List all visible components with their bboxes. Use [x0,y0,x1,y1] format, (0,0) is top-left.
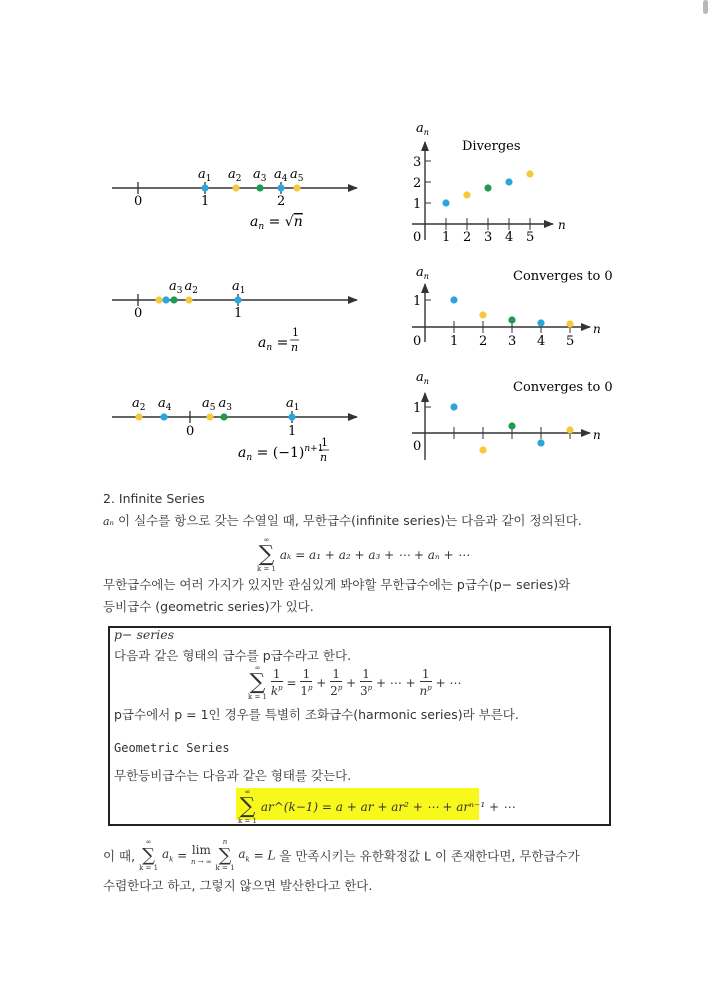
fig3-plot-xlabel: n [593,428,601,442]
fig3-point-a5 [206,413,213,420]
fig1-xtick-4: 4 [505,230,514,245]
fig1-label-a4: $a_4$ [274,167,288,184]
fig1-xtick-2: 2 [463,230,472,245]
closing-prefix: 이 때, [103,848,136,864]
fig1-xtick-1: 1 [442,230,451,245]
geometric-desc: 무한등비급수는 다음과 같은 형태를 갖는다. [114,768,352,783]
fig2-label-a3a2: $a_3$ $a_2$ [169,279,198,296]
fig2-formula: $a_n$ = [258,335,289,353]
sequence-figures [0,0,714,480]
fig3-point-a2 [135,413,142,420]
fig2-xtick-5: 5 [566,334,575,349]
svg-text:1: 1 [321,436,328,449]
fig1-plot-point-2 [463,191,470,198]
fig3-plot [412,370,613,460]
fig3-formula: $a_n = (-1)^n+1$ [238,444,324,463]
geometric-formula: ∞ ∑ k = 1 ar^(k−1) = a + ar + ar² + ⋯ + arⁿ⁻¹ + ⋯ [238,788,515,825]
fig3-point-a4 [160,413,167,420]
fig2-plot-point-4 [537,319,544,326]
fig3-plot-point-2 [479,446,486,453]
fig1-plot-point-4 [505,178,512,185]
fig1-plot-point-3 [484,184,491,191]
p-series-desc: 다음과 같은 형태의 급수를 p급수라고 한다. [114,648,352,663]
fig1-label-a3: $a_3$ [253,167,267,184]
fig2-plot-ylabel: $a_n$ [416,265,429,281]
fig2-tick-0: 0 [134,306,143,321]
fig2-point-a1 [234,296,241,303]
fig2-plot-origin: 0 [413,334,422,349]
fig1-ytick-2: 2 [413,176,422,191]
p-series-title: p− series [114,627,175,642]
fig1-xtick-3: 3 [484,230,493,245]
definition-formula: ∞ ∑ k = 1 aₖ = a₁ + a₂ + a₃ + ⋯ + aₙ + ⋯ [257,536,470,573]
fig2-xtick-4: 4 [537,334,546,349]
fig2-plot-point-3 [508,316,515,323]
fig1-plot-xlabel: n [558,218,566,232]
fig3-point-a3 [220,413,227,420]
fig1-point-a4 [277,184,284,191]
fig1-plot [412,121,566,245]
fig3-plot-point-3 [508,422,515,429]
fig2-point-a2 [185,296,192,303]
fig3-label-a2: $a_2$ [132,396,146,413]
fig1-plot-point-1 [442,199,449,206]
closing-line-1: 이 때, ∞ ∑ k = 1 $a_k$ = lim n → ∞ n ∑ k = 1 $a_k = L$ 을 만족시키는 유한확정값 L 이 존재한다면, 무한급수가 [103,838,580,872]
fig2-tick-1: 1 [234,306,243,321]
fig2-ytick-1: 1 [413,294,422,309]
fig3-point-a1 [288,413,295,420]
fig1-tick-0: 0 [134,194,143,209]
fig1-ytick-3: 3 [413,155,422,170]
intro-sub: aₙ [103,515,115,528]
fig1-label-a1: $a_1$ [198,167,212,184]
fig1-label-a5: $a_5$ [290,167,304,184]
svg-text:1: 1 [292,326,299,339]
fig2-plot [412,265,613,349]
fig3-plot-point-1 [450,403,457,410]
para-line-1: 무한급수에는 여러 가지가 있지만 관심있게 봐야할 무한급수에는 p급수(p− series)와 [103,577,571,592]
p-series-note: p급수에서 p = 1인 경우를 특별히 조화급수(harmonic series)라 부른다. [114,707,519,722]
fig1-tick-1: 1 [201,194,210,209]
closing-suffix: 을 만족시키는 유한확정값 L 이 존재한다면, 무한급수가 [279,848,580,864]
fig1-plot-point-5 [526,170,533,177]
fig3-label-a4: $a_4$ [158,396,172,413]
fig1-ytick-1: 1 [413,197,422,212]
intro-line [103,511,582,529]
fig3-label-a1: $a_1$ [286,396,300,413]
p-series-formula: ∞ ∑ k = 1 $\frac{1}{k^p}$ = $\frac{1}{1^p}$ + $\frac{1}{2^p}$ + $\frac{1}{3^p}$ + ⋯ + $\frac{1}{n^p}$ + ⋯ [248,664,462,701]
fig3-plot-ylabel: $a_n$ [416,370,429,386]
geometric-title: Geometric Series [114,741,230,755]
definition-formula-text: aₖ = a₁ + a₂ + a₃ + ⋯ + aₙ + ⋯ [279,548,470,562]
fig1-numberline [112,167,357,232]
fig2-xtick-1: 1 [450,334,459,349]
fig2-point-a5 [155,296,162,303]
fig1-point-a1 [201,184,208,191]
fig2-numberline [112,279,357,354]
fig3-plot-origin: 0 [413,439,422,454]
para-line-2: 등비급수 (geometric series)가 있다. [103,599,314,614]
fig2-xtick-2: 2 [479,334,488,349]
fig1-tick-2: 2 [277,194,286,209]
svg-text:n: n [291,341,299,354]
fig3-plot-point-4 [537,439,544,446]
fig2-plot-xlabel: n [593,322,601,336]
fig2-point-a4 [162,296,169,303]
fig2-label-a1: $a_1$ [232,279,246,296]
intro-text: 이 실수를 항으로 갖는 수열일 때, 무한급수(infinite series)는 다음과 같이 정의된다. [118,513,582,528]
geometric-formula-text: ar^(k−1) = a + ar + ar² + ⋯ + arⁿ⁻¹ + ⋯ [260,800,515,814]
fig2-plot-point-5 [566,320,573,327]
fig3-label-a5a3: $a_5$ $a_3$ [202,396,232,413]
fig3-numberline [112,396,357,464]
fig3-plot-point-5 [566,426,573,433]
fig2-xtick-3: 3 [508,334,517,349]
fig1-label-a2: $a_2$ [228,167,242,184]
fig1-formula: $a_n = √n$ [250,214,303,232]
section-title: 2. Infinite Series [103,491,205,506]
fig1-plot-ylabel: $a_n$ [416,121,429,137]
fig1-point-a5 [293,184,300,191]
fig1-xtick-5: 5 [526,230,535,245]
fig1-point-a3 [256,184,263,191]
fig2-plot-point-1 [450,296,457,303]
fig1-plot-title: Diverges [462,139,521,154]
fig1-point-a2 [232,184,239,191]
fig3-ytick-1: 1 [413,401,422,416]
closing-line-2: 수렴한다고 하고, 그렇지 않으면 발산한다고 한다. [103,878,373,893]
fig3-tick-1: 1 [288,424,297,439]
fig2-plot-point-2 [479,311,486,318]
fig1-plot-origin: 0 [413,230,422,245]
fig3-plot-title: Converges to 0 [513,380,613,395]
fig3-tick-0: 0 [186,424,195,439]
fig2-point-a3 [170,296,177,303]
svg-text:n: n [320,451,328,464]
fig2-plot-title: Converges to 0 [513,269,613,284]
